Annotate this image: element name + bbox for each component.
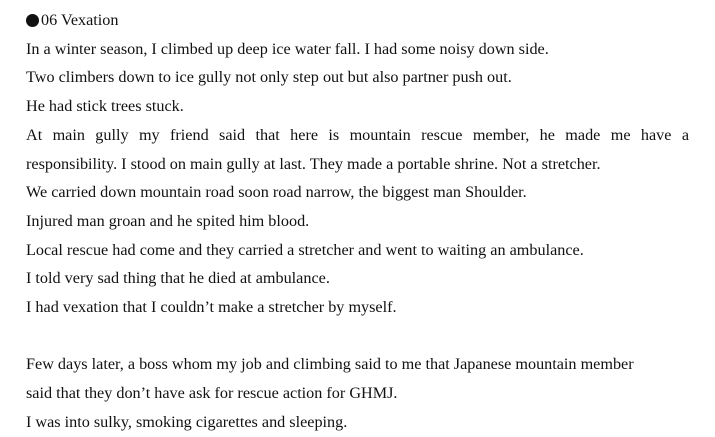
text-line: Two climbers down to ice gully not only step out but also partner push out.	[26, 68, 512, 87]
bullet-icon	[26, 14, 39, 27]
section-heading	[26, 6, 689, 35]
text-line: We carried down mountain road soon road narrow, the biggest man Shoulder.	[26, 183, 527, 202]
section-heading-text: 06 Vexation	[41, 11, 119, 29]
paragraph-2	[26, 350, 689, 436]
text-line: He had stick trees stuck.	[26, 97, 184, 116]
text-line: In a winter season, I climbed up deep ice water fall. I had some noisy down side.	[26, 39, 549, 58]
paragraph-spacer	[26, 322, 689, 351]
text-line: responsibility. I stood on main gully at last. They made a portable shrine. Not a stretcher.	[26, 154, 601, 173]
text-line: I told very sad thing that he died at ambulance.	[26, 269, 330, 288]
text-line: Local rescue had come and they carried a stretcher and went to waiting an ambulance.	[26, 240, 584, 259]
text-line: At main gully my friend said that here is mountain rescue member, he made me have a	[26, 125, 689, 144]
text-line: I was into sulky, smoking cigarettes and sleeping.	[26, 412, 348, 431]
text-line: Few days later, a boss whom my job and climbing said to me that Japanese mountain member	[26, 355, 634, 374]
text-line: I had vexation that I couldn’t make a stretcher by myself.	[26, 298, 397, 317]
text-line: said that they don’t have ask for rescue action for GHMJ.	[26, 384, 398, 403]
paragraph-1	[26, 35, 689, 322]
text-line: Injured man groan and he spited him blood.	[26, 211, 310, 230]
